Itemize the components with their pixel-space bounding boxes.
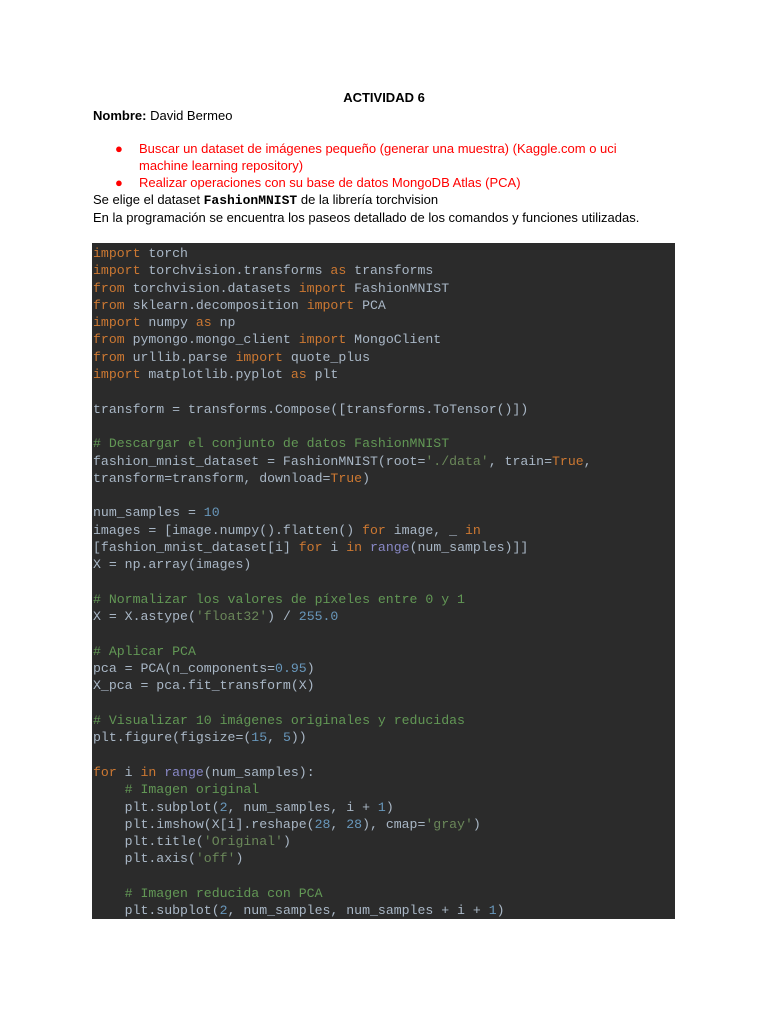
code-line (93, 453, 675, 470)
dataset-suffix: de la librería torchvision (300, 192, 439, 207)
code-text: , (267, 730, 283, 746)
code-number: 15 (251, 730, 268, 746)
code-text: , train= (488, 453, 553, 469)
code-string: 'off' (195, 851, 236, 867)
code-string: './data' (425, 453, 489, 469)
code-text: MongoClient (346, 332, 442, 348)
code-text: fashion_mnist_dataset = FashionMNIST(root= (93, 453, 426, 469)
author-name: David Bermeo (150, 108, 233, 123)
code-text: torch (140, 246, 188, 261)
code-comment: # Imagen reducida con PCA (124, 885, 323, 901)
code-text: ) (385, 799, 394, 815)
code-text: num_samples = (93, 505, 204, 521)
code-text: )) (290, 730, 307, 746)
code-line (93, 539, 675, 556)
code-line (93, 868, 675, 885)
code-keyword: True (330, 470, 363, 486)
code-text: matplotlib.pyplot (140, 367, 291, 383)
code-keyword: import (235, 349, 283, 365)
code-text: , num_samples, num_samples + i + (227, 903, 489, 919)
code-text (93, 782, 125, 797)
code-text: np (211, 315, 236, 331)
code-line (93, 677, 675, 694)
code-keyword: for (298, 540, 323, 556)
code-text: (num_samples)]] (409, 540, 529, 556)
code-text: plt.figure(figsize=( (93, 730, 252, 746)
code-block (92, 243, 675, 919)
code-keyword: in (464, 522, 481, 538)
code-text: transform=transform, download= (93, 470, 331, 486)
code-keyword: in (346, 540, 363, 556)
code-text: ) (282, 834, 291, 850)
code-keyword: import (298, 332, 347, 348)
code-line (93, 418, 675, 435)
code-comment: # Aplicar PCA (93, 643, 196, 659)
code-builtin: range (164, 764, 204, 780)
code-text: torchvision.datasets (124, 280, 299, 296)
code-keyword: from (93, 280, 125, 296)
code-keyword: from (93, 349, 125, 365)
task-item (115, 140, 655, 174)
code-keyword: as (195, 315, 212, 331)
code-line (93, 349, 675, 366)
code-text: numpy (140, 315, 196, 331)
code-text: i (116, 764, 141, 780)
code-line (93, 712, 675, 729)
task-text: Realizar operaciones con su base de datos MongoDB Atlas (PCA) (139, 175, 521, 190)
document-title: ACTIVIDAD 6 (343, 90, 425, 105)
code-text: plt.axis( (93, 851, 196, 867)
code-text: transforms (346, 263, 434, 279)
code-line (93, 314, 675, 331)
code-line (93, 799, 675, 816)
code-line (93, 435, 675, 452)
code-string: 'float32' (195, 609, 268, 625)
code-string: 'gray' (425, 816, 473, 832)
code-text: pca = PCA(n_components= (93, 661, 276, 677)
code-keyword: import (306, 297, 355, 313)
code-comment: # Normalizar los valores de píxeles entre 0 y 1 (93, 591, 465, 607)
code-line (93, 816, 675, 833)
code-text: torchvision.transforms (140, 263, 331, 279)
code-line (93, 522, 675, 539)
code-keyword: import (93, 263, 141, 279)
code-comment: # Imagen original (124, 782, 260, 798)
code-text: image, _ (385, 522, 465, 538)
code-keyword: from (93, 332, 125, 348)
code-number: 5 (282, 730, 291, 746)
code-keyword: from (93, 297, 125, 313)
code-text: , num_samples, i + (227, 799, 378, 815)
code-text: X = X.astype( (93, 609, 196, 625)
code-keyword: True (552, 453, 584, 469)
code-text: [fashion_mnist_dataset[i] (93, 540, 299, 556)
code-keyword: import (93, 315, 141, 331)
code-builtin: range (370, 540, 410, 556)
code-text: ) / (267, 609, 299, 625)
code-text: plt.imshow(X[i].reshape( (93, 816, 315, 832)
code-keyword: import (298, 280, 347, 296)
code-number: 1 (488, 903, 497, 919)
code-line (93, 695, 675, 712)
code-number: 1 (377, 799, 386, 815)
code-line (93, 470, 675, 487)
code-line (93, 487, 675, 504)
code-line (93, 626, 675, 643)
code-line (93, 383, 675, 400)
code-text (362, 540, 370, 555)
code-keyword: as (290, 367, 307, 383)
code-text: PCA (354, 297, 386, 313)
code-line (93, 902, 675, 919)
code-line (93, 331, 675, 348)
code-line (93, 660, 675, 677)
author-line (93, 108, 232, 123)
code-line (93, 885, 675, 902)
code-comment: # Descargar el conjunto de datos FashionMNIST (93, 436, 450, 452)
code-text: X_pca = pca.fit_transform(X) (93, 678, 315, 694)
code-text: pymongo.mongo_client (124, 332, 299, 348)
code-line (93, 401, 675, 418)
code-keyword: for (93, 764, 117, 780)
code-line (93, 591, 675, 608)
code-line (93, 643, 675, 660)
code-text: ) (472, 816, 481, 832)
code-text: plt (306, 367, 339, 383)
code-text: X = np.array(images) (93, 557, 252, 573)
code-line (93, 764, 675, 781)
code-line (93, 280, 675, 297)
code-keyword: as (330, 263, 347, 279)
task-list (115, 140, 655, 191)
code-line (93, 504, 675, 521)
code-line (93, 574, 675, 591)
dataset-sentence (93, 192, 438, 208)
code-text: , (583, 453, 592, 469)
code-number: 28 (314, 816, 331, 832)
code-text: sklearn.decomposition (124, 297, 307, 313)
task-item (115, 174, 655, 191)
code-text: (num_samples): (203, 764, 315, 780)
code-number: 2 (219, 799, 228, 815)
task-text: Buscar un dataset de imágenes pequeño (generar una muestra) (Kaggle.com o uci machine learning repository) (139, 141, 617, 173)
code-keyword: import (93, 367, 141, 383)
code-line (93, 245, 675, 262)
code-number: 2 (219, 903, 228, 919)
code-line (93, 747, 675, 764)
code-line (93, 556, 675, 573)
code-comment: # Visualizar 10 imágenes originales y reducidas (93, 713, 465, 729)
code-text: transform = transforms.Compose([transforms.ToTensor()]) (93, 401, 529, 417)
code-text: plt.title( (93, 834, 204, 850)
code-line (93, 297, 675, 314)
code-line (93, 262, 675, 279)
code-number: 28 (346, 816, 363, 832)
code-number: 10 (203, 505, 220, 521)
bullet-icon: ● (115, 175, 123, 190)
dataset-prefix: Se elige el dataset (93, 192, 200, 207)
code-text: ) (496, 903, 505, 919)
code-text: ) (362, 470, 370, 486)
code-text: images = [image.numpy().flatten() (93, 522, 363, 538)
code-line (93, 781, 675, 798)
code-text: , (330, 816, 347, 832)
bullet-icon: ● (115, 141, 123, 156)
code-text: FashionMNIST (346, 280, 450, 296)
code-text: urllib.parse (124, 349, 236, 365)
code-text: plt.subplot( (93, 799, 220, 815)
code-text: plt.subplot( (93, 903, 220, 919)
code-line (93, 366, 675, 383)
code-number: 255.0 (298, 609, 339, 625)
code-text: i (322, 540, 347, 556)
code-line (93, 608, 675, 625)
code-keyword: import (93, 246, 141, 261)
code-line (93, 850, 675, 867)
code-text: ) (306, 661, 315, 677)
code-keyword: for (362, 522, 386, 538)
description-text: En la programación se encuentra los paseos detallado de los comandos y funciones utilizadas. (93, 210, 640, 225)
dataset-name: FashionMNIST (203, 193, 298, 208)
name-label: Nombre: (93, 108, 147, 123)
code-text: quote_plus (282, 349, 370, 365)
code-text: ), cmap= (362, 816, 426, 832)
code-line (93, 729, 675, 746)
code-keyword: in (140, 764, 157, 780)
code-line (93, 833, 675, 850)
code-text: ) (235, 851, 244, 867)
code-number: 0.95 (275, 661, 307, 677)
code-string: 'Original' (203, 834, 283, 850)
code-text (93, 886, 125, 901)
